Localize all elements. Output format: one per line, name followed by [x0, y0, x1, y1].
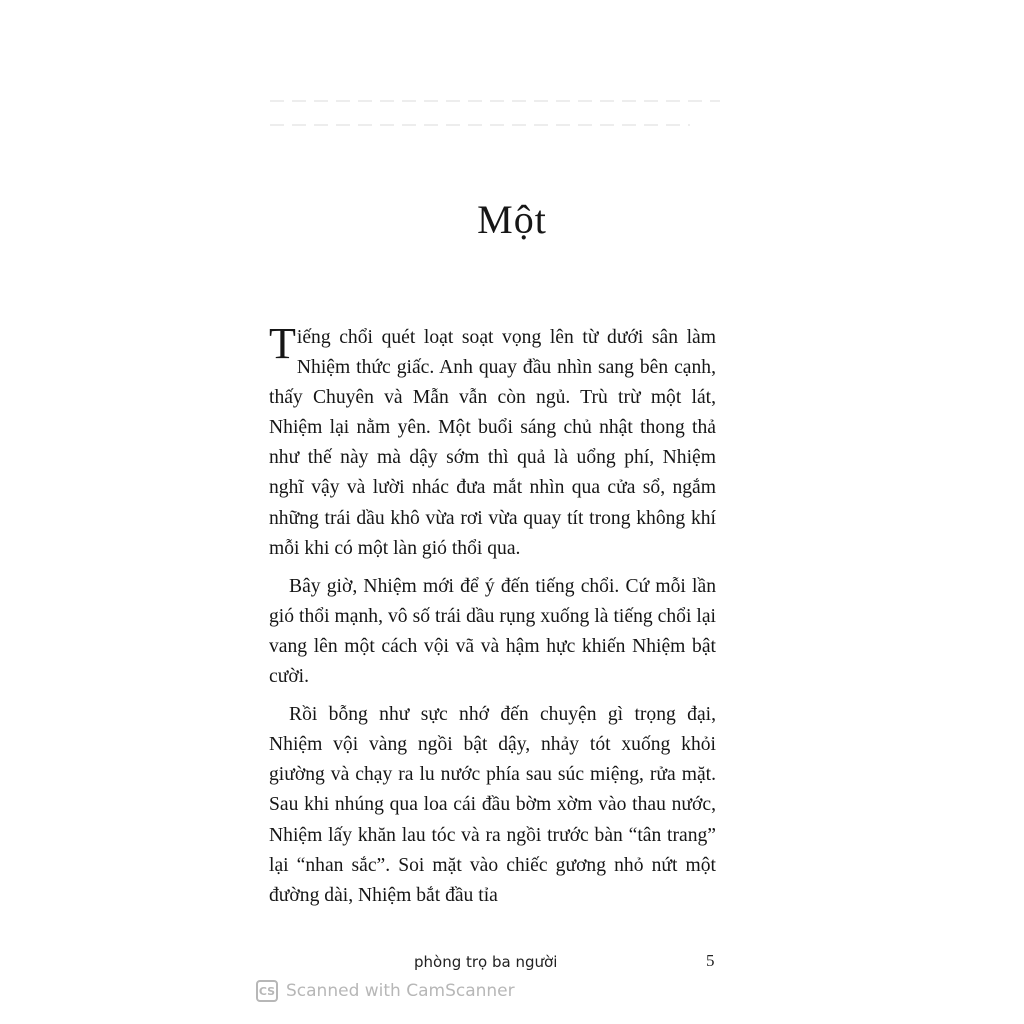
bleed-through-mark — [270, 124, 690, 126]
chapter-title: Một — [477, 197, 547, 242]
bleed-through-mark — [270, 100, 720, 102]
page-number: 5 — [706, 951, 715, 970]
paragraph: Bây giờ, Nhiệm mới để ý đến tiếng chổi. Cứ mỗi lần gió thổi mạnh, vô số trái dầu rụng xuống là tiếng chổi lại vang lên một cách vội vã và hậm hực khiến Nhiệm bật cười. — [269, 575, 716, 688]
paragraph — [269, 319, 716, 564]
paragraph-text: iếng chổi quét loạt soạt vọng lên từ dưới sân làm Nhiệm thức giấc. Anh quay đầu nhìn sang bên cạnh, thấy Chuyên và Mẫn vẫn còn ngủ. Trù trừ một lát, Nhiệm lại nằm yên. Một buổi sáng chủ nhật thong thả như thế này mà dậy sớm thì quả là uổng phí, Nhiệm nghĩ vậy và lười nhác đưa mắt nhìn qua cửa sổ, ngắm những trái dầu khô vừa rơi vừa quay tít trong không khí mỗi khi có một làn gió thổi qua. — [269, 327, 716, 559]
watermark-text: Scanned with CamScanner — [286, 981, 515, 1001]
running-footer-title: phòng trọ ba người — [414, 953, 558, 971]
camscanner-logo-icon: CS — [256, 980, 278, 1002]
drop-cap: T — [269, 319, 296, 368]
chapter-body — [269, 319, 716, 911]
scanner-watermark — [256, 980, 515, 1002]
paragraph: Rồi bỗng như sực nhớ đến chuyện gì trọng đại, Nhiệm vội vàng ngồi bật dậy, nhảy tót xuống khỏi giường và chạy ra lu nước phía sau súc miệng, rửa mặt. Sau khi nhúng qua loa cái đầu bờm xờm vào thau nước, Nhiệm lấy khăn lau tóc và ra ngồi trước bàn “tân trang” lại “nhan sắc”. Soi mặt vào chiếc gương nhỏ nứt một đường dài, Nhiệm bắt đầu tỉa — [269, 704, 716, 906]
